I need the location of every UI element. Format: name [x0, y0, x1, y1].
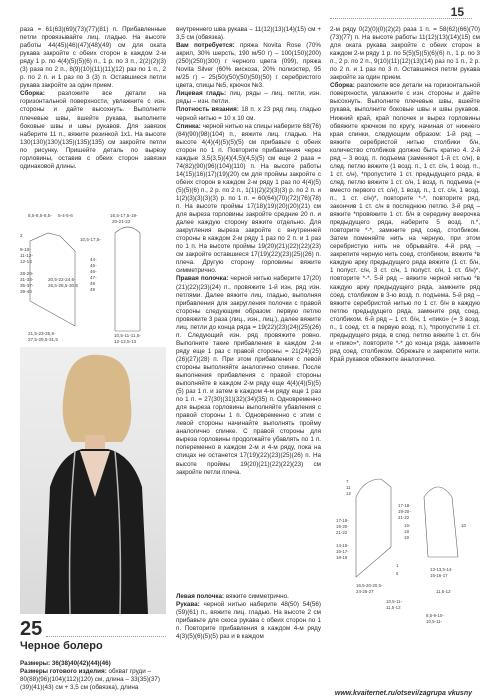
pattern-label: 47- [90, 275, 97, 280]
col1-paragraph-1: раза = 61(63)(69)(73)(77)(81) п. Прибавленные петли провязывайте лиц. гладью. На высоте работы 44(45)(46)(47)(48)(49) см для оката рукава закройте с обеих сторон в каждом 2-м ряду 1 р. по 4(4)(5)(5)(6) п., 1 р. по 3 п., 2(2)(2)(3)(3) раза по 2 п., 8(9)(10)(11)(11)(12) раз по 1 п., 2 р. по 2 п. и 1 раз по 3 (3) п. Оставшиеся петли рукава закройте за один прием. [20, 26, 166, 90]
column-2 [176, 26, 321, 477]
pattern-label: 12-12,5-13 [114, 339, 137, 344]
col3-assembly-text: разложите все детали на горизонтальной поверхности, увлажните с изн. стороны и дайте высохнуть. Выполните плечевые швы, вшейте рукава, выполните боковые швы и швы рукавов. Нижний край, край полочек и вырез горловины обвяжите крючком по кругу, начиная от нижнего края спинки, следующим образом: 1-й ряд – вяжите серебристой нитью столбики б/н, количество столбиков должно быть кратно 4. 2-й ряд – 3 возд. п. подъема (заменяют 1-й ст. с/н), в след. петлю вяжите (1 возд. п., 1 ст. с/н, 1 возд. п., 1 ст. с/н), *пропустите 1 ст. предыдущего ряда, в след. петлю вяжите 1 ст. с/н, 1 возд. п. подъема (= вместо первого ст. с/н), 1 возд. п., 1 ст. с/н, 1 возд. п., 1 ст. с/н)*, повторите *-*, повторите ряд, закончив 1 ст. с/н в последнюю петлю. 3-й ряд – вяжите *провяжите 1 ст. б/н в середину веерочка предыдущего ряда, наберите 5 возд. п.*, повторите *-*, замкните ряд соед. столбиком. Затем поменяйте нить на черную, при этом серебристую нить не обрывайте. 4-й ряд – закрепите черную нить соед. столбиком, вяжите *в каждую арку предыдущего ряда вяжите (1 ст. б/н, 1 полуст. с/н, 3 ст. с/н, 1 полуст. с/н, 1 ст. б/н)*, повторите *-*. 5-й ряд – вяжите черной нитью *в каждую арку предыдущего ряда, замкните ряд соед. столбиком в 3-ю возд. п. подъема. 5-й ряд – вяжите серебристой нитью по 1 ст. б/н в каждую петлю предыдущего ряда, замкните ряд соед. столбиком. 6-й ряд – 1 ст. б/н, 1 «пико» (= 3 возд. п., 1 соед. ст. в первую возд. п.), *пропустите 1 ст. предыдущего ряда, в след. петлю вяжите 1 ст. б/н и «пико»*, повторите *-* до конца ряда, замкните ряд соед. столбиком. Обрежьте и закрепите нити. Край рукавов обвяжите аналогично. [330, 82, 481, 363]
sleeve-diagram [336, 467, 476, 627]
left-text: вяжите симметрично. [225, 593, 289, 600]
model-number-rule [46, 636, 166, 637]
density-paragraph [176, 106, 321, 122]
knit-paragraph [176, 90, 321, 106]
sleeve-label: 24-25-27 [356, 589, 374, 594]
left-paragraph [176, 593, 321, 601]
density-heading: Плотность вязания: [176, 106, 239, 114]
sleeve-label: 18-19 [336, 555, 348, 560]
model-photo [20, 347, 166, 614]
col2-paragraph-1: внутреннего шва рукава – 11(12)(13)(14)(15) см + 3,5 см (обвязка). [176, 26, 321, 42]
knit-heading: Лицевая гладь: [176, 90, 227, 98]
sleeve-label: 17-18- [336, 518, 349, 523]
pattern-label: 5-4-5-6 [58, 213, 73, 218]
front-paragraph [176, 275, 321, 476]
sleeve-label: 7 [346, 479, 349, 484]
back-text: черной нитью на спицы наберите 68(76)(84)(90)(98)(104) п., вяжите лиц. гладью. На высоте 4(4)(4)(5)(5)(5) см прибавьте с обеих сторон по 1 п. Повторите прибавления через каждые 3,5(3,5)(4)(4,5)(4,5)(5) см еще 2 раза = 74(82)(90)(96)(104)(110) п. На высоте работы 14(15)(16)(17)(19)(20) см для проймы закройте с обеих сторон в каждом 2-м ряду 1 раз по 4(4)(5)(5)(5)(6) п., 2 р. по 2 п., 1(1)(2)(2)(3)(3) р. по 2 п. и 1(2)(3)(3)(3)(3) р. по 1 п. = 60(64)(70)(72)(76)(78) п. На высоте проймы 17(18)(19)(20)(20)(21) см для выреза горловины закройте средние 20 п. и далее каждую сторону вяжите отдельно. Для закругления выреза закройте с внутренней стороны в каждом 2-м ряду 1 раз по 2 п. и 1 раз по 1 п. На высоте проймы 19(20)(21)(22)(22)(23) см закройте оставшиеся 17(19)(22)(23)(25)(26) п. плеча. Другую сторону горловины вяжите симметрично. [176, 122, 322, 275]
pattern-label: 45- [90, 263, 97, 268]
final-sizes-label: Размеры готового изделия: [20, 668, 107, 676]
sleeve-label: 8,5-9-10- [426, 613, 444, 618]
col3-assembly-paragraph [330, 82, 480, 364]
col3-paragraph-1: 2-м ряду 0(2)(0)(0)(2)(2) раза 1 п. = 58(62)(66)(70)(73)(77) п. На высоте работы 11(12)(13)(14)(15) см для оката рукава закройте с обеих сторон в каждом 2-м ряду 1 р. по 5(5)(5)(5)(6)(6) п., 1 р. по 3 п., 2 р. по 2 п., 9(10)(11)(12)(13)(14) раз по 1 п., 2 р. по 2 п. и 1 раз по 3 п. Оставшиеся петли рукава закройте за один прием. [330, 26, 480, 82]
pattern-label: 46- [90, 269, 97, 274]
pattern-label: 44- [90, 257, 97, 262]
pattern-label: 10,5-17,5- [80, 237, 101, 242]
sleeve-label: 13-13,5-14- [430, 567, 453, 572]
materials-text: пряжа Novita Rose (70% акрил, 30% шерсть, 190 м/50 г) – 100(150)(200)(250)(250)(300) г черного цвета (099), пряжа Novita Silver (60% вискоза, 20% полиэстер, 95 м/25 г) – 25(50)(50)(50)(50)(50) г серебристого цвета, спицы №5, крючок №3. [176, 42, 321, 90]
woman-figure-icon [20, 347, 166, 614]
sleeve-label: 21-22 [336, 530, 348, 535]
pattern-label: 12-13 [20, 259, 32, 264]
sleeve-label: 19-20- [336, 524, 349, 529]
back-heading: Спинка: [176, 122, 201, 130]
sleeve-piece [115, 227, 140, 331]
pattern-label: 16,5-17,5-19- [110, 213, 138, 218]
pattern-label: 27,5-29,5-31,5 [28, 337, 58, 342]
left-heading: Левая полочка: [176, 593, 225, 600]
sleeve-paragraph [176, 601, 321, 641]
sleeve-diagram-svg [336, 467, 476, 627]
sleeve-label: 21-22 [398, 515, 410, 520]
sleeve-label: 19 [404, 535, 409, 540]
sleeve-label: 10 [461, 523, 466, 528]
pattern-label: 11-12- [20, 253, 33, 258]
col3-assembly-heading: Сборка: [330, 82, 355, 90]
model-number: 25 [20, 618, 43, 640]
pattern-label: 10,5-11-11,5- [114, 333, 141, 338]
pattern-label: 9-10- [20, 247, 31, 252]
sleeve-label: 11,5-12 [436, 589, 451, 594]
sizes-label: Размеры: [20, 660, 51, 667]
assembly-text: разложите все детали на горизонтальной поверхности, увлажните с изн. стороны и дайте высохнуть. Выполните плечевые швы, вшейте рукава, выполните боковые швы и швы рукавов. Для завязок наберите 11 п., вяжите резинкой 1х1. На высоте 130(130)(130)(135)(135)(135) см закройте петли по рисунку. Пришейте деталь по вырезу горловины, оставив с обеих сторон завязки одинаковой длины. [20, 90, 166, 170]
page-number: 15 [450, 5, 464, 19]
sleeve-label: 15-16-17 [430, 573, 448, 578]
sizes-block [20, 660, 166, 692]
knit-text: лиц. ряды – лиц. петли, изн. ряды – изн. петли. [176, 90, 322, 106]
sleeve-label: 16- [404, 523, 411, 528]
site-url[interactable]: www.kvaiternet.ru/otsevi/zagrupa vkusny [334, 690, 472, 697]
sleeve-label: 14-15- [336, 543, 349, 548]
sleeve-label: 17-18- [398, 503, 411, 508]
final-sizes-text: обхват груди – 80(88)(96)(104)(112)(120) см, длина – 33(35)(37)(39)(41)(43) см + 3,5 см (обвязка), длина [20, 668, 161, 692]
final-sizes-line [20, 668, 166, 692]
pattern-label: 2 [20, 233, 23, 238]
sizes-values: 36(38)40(42)(44)(46) [51, 660, 111, 667]
pattern-label: 35-37- [20, 283, 34, 288]
pattern-label: 48 [90, 281, 96, 286]
pattern-label: 26,5-28,5-30,5 [48, 283, 78, 288]
column-3 [330, 26, 480, 364]
sleeve-label: 12 [346, 491, 351, 496]
sleeve-label: 11,5-12 [386, 605, 401, 610]
pattern-label: 21,5-23-25,5- [28, 331, 56, 336]
sleeve-shape [424, 487, 458, 557]
materials-paragraph [176, 42, 321, 90]
materials-heading: Вам потребуется: [176, 42, 235, 50]
sleeve-label: 16,5-20-20,5- [356, 583, 383, 588]
sleeve-label: 11 [346, 485, 351, 490]
sleeve-label: 10,5-11- [426, 619, 443, 624]
front-heading: Правая полочка: [176, 275, 229, 283]
front-piece [356, 479, 391, 577]
pattern-label: 20-21-22 [112, 219, 131, 224]
sleeve-label: 5 [396, 571, 399, 576]
pattern-svg [20, 211, 166, 346]
front-text: черной нитью наберите 17(20)(21)(22)(23)(24) п., провяжите 1-й изн. ряд изн. петлями. Далее вяжите лиц. гладью, выполняя прибавления для закругления полочки с правой стороны следующим образом: первую петлю провяжите 3 раза (лиц., изн., лиц.), далее вяжите лиц. петли до конца ряда = 19(22)(23)(24)(25)(26) п. Следующий изн. ряд провяжите ровно. Выполните такие прибавления в каждом 2-м ряду еще 1 раз с правой стороны = 21(24)(25)(26)(27)(28) п. При этом прибавления с левой стороны выполняйте аналогично спинке. После выполнения прибавления с правой стороны выполняйте в каждом 2-м ряду еще 4(4)(4)(5)(5)(5) раз 1 п. и затем в каждом 4-м ряду еще 1 раз по 1 п. = 27(30)(31)(32)(34)(35) п. Одновременно для выреза горловины выполняйте убавления с правой стороны 1 п. Одновременно с этим с левой стороны начинайте выполнять пройму аналогично спинке. С правой стороны для выреза горловины продолжайте убавлять по 1 п. попеременно в каждом 2-м и 4-м ряду, пока на спицах не останется 17(19)(22)(23)(25)(26) п. На высоте проймы 19(20)(21)(22)(22)(23) см закройте петли плеча. [176, 275, 322, 476]
pattern-label: 49 [90, 287, 96, 292]
sleeve-label: 10,5-11- [386, 599, 403, 604]
sleeve-label: 1 [396, 563, 399, 568]
sleeve-heading: Рукава: [176, 601, 200, 609]
density-text: 18 п. х 23 ряд лиц. гладью черной нитью = 10 х 10 см. [176, 106, 322, 122]
sleeve-label: 19-20- [398, 509, 411, 514]
back-paragraph [176, 123, 321, 276]
assembly-heading: Сборка: [20, 90, 45, 98]
sleeve-label: 16-17- [336, 549, 349, 554]
pattern-label: 20,5-22-24,5- [48, 277, 76, 282]
column-1 [20, 26, 166, 171]
pattern-label: 28-29- [20, 271, 34, 276]
sizes-line [20, 660, 166, 668]
sleeve-label: 18 [404, 529, 409, 534]
pattern-diagram [20, 211, 166, 346]
model-title: Черное болеро [20, 640, 103, 652]
pattern-label: 8,5-8,5-8,5- [28, 213, 52, 218]
col1-paragraph-2 [20, 90, 166, 170]
pattern-label: 39-40 [20, 289, 32, 294]
pattern-label: 31-33- [20, 277, 34, 282]
sleeve-text: черной нитью наберите 48(50) 54(56)(59)(61) п., вяжите лиц. гладью. На высоте 2 см прибавьте для скоса рукава с обеих сторон по 1 п. Повторите прибавления в каждом 4-м ряду 4(3)(5)(6)(5)(5) раз и в каждом [176, 601, 321, 641]
column-2-bottom [176, 593, 321, 641]
